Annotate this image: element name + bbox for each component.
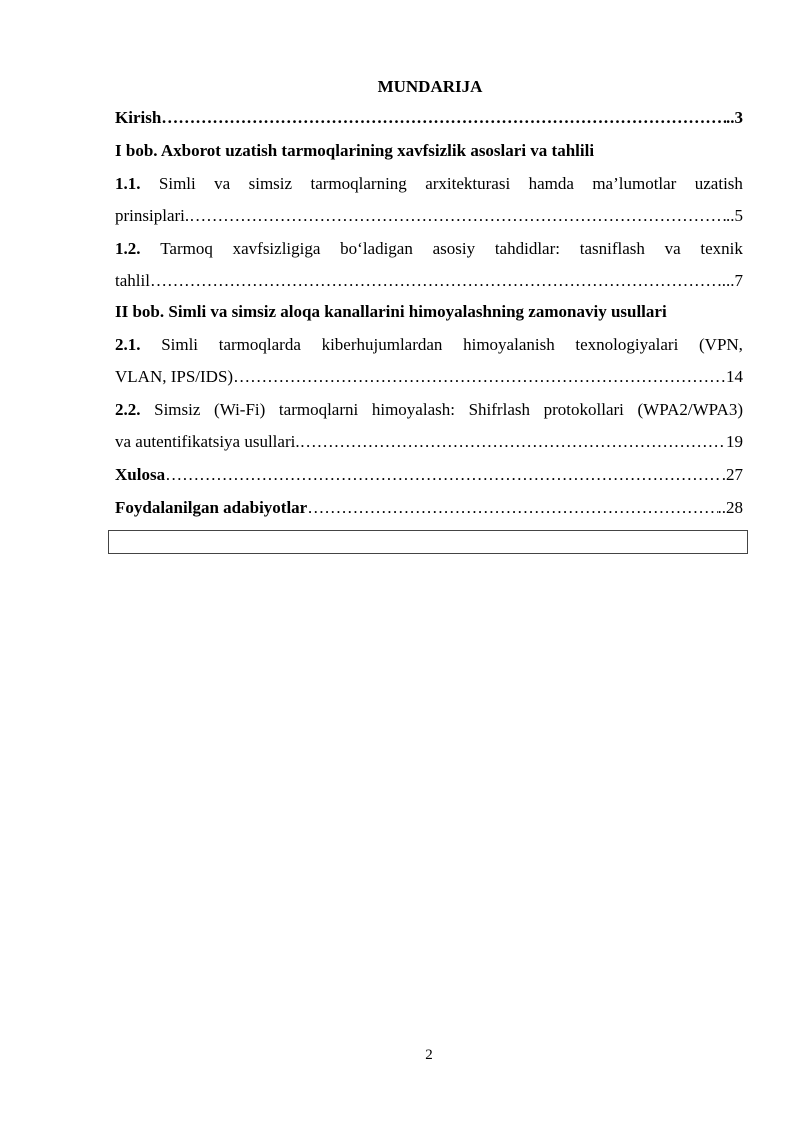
- dot-leader: [307, 498, 717, 518]
- toc-page-number: ...7: [721, 271, 743, 290]
- word: simsiz: [248, 174, 293, 193]
- toc-entry-adabiyotlar[interactable]: [115, 498, 743, 518]
- word: tarmoqlarni: [278, 400, 359, 419]
- toc-entry-2-2[interactable]: [115, 400, 743, 420]
- toc-entry-1-1[interactable]: [115, 174, 743, 194]
- word: himoyalash:: [371, 400, 455, 419]
- word: va: [664, 239, 681, 258]
- dot-leader: [300, 432, 726, 452]
- toc-page-number: 19: [726, 432, 743, 451]
- toc-page-number: ..28: [717, 498, 743, 517]
- toc-entry-1-2-continuation[interactable]: [115, 271, 743, 291]
- toc-entry-2-1-continuation[interactable]: [115, 367, 743, 387]
- word: asosiy: [432, 239, 476, 258]
- word: uzatish: [694, 174, 743, 193]
- word: ma’lumotlar: [592, 174, 677, 193]
- section-number: 2.2.: [115, 400, 141, 419]
- toc-entry-label: VLAN, IPS/IDS): [115, 367, 234, 386]
- section-number: 1.2.: [115, 239, 141, 258]
- dot-leader: [165, 465, 722, 485]
- section-number: 1.1.: [115, 174, 141, 193]
- word: tasniflash: [579, 239, 645, 258]
- dot-leader: [161, 108, 726, 128]
- word: texnik: [700, 239, 743, 258]
- toc-page-number: .27: [721, 465, 743, 484]
- word: Shifrlash: [468, 400, 530, 419]
- toc-entry-label: prinsiplari.: [115, 206, 190, 225]
- word: bo‘ladigan: [340, 239, 413, 258]
- dot-leader: [150, 271, 722, 291]
- toc-chapter-2[interactable]: II bob. Simli va simsiz aloqa kanallarini himoyalashning zamonaviy usullari: [115, 302, 667, 321]
- word: arxitekturasi: [425, 174, 511, 193]
- word: protokollari: [543, 400, 624, 419]
- word: texnologiyalari: [575, 335, 679, 354]
- word: Simli: [161, 335, 199, 354]
- toc-title: MUNDARIJA: [377, 77, 483, 96]
- toc-entry-1-1-continuation[interactable]: [115, 206, 743, 226]
- word: Simsiz: [154, 400, 201, 419]
- table-of-contents: [115, 108, 743, 518]
- word: Tarmoq: [160, 239, 213, 258]
- word: kiberhujumlardan: [321, 335, 443, 354]
- word: tarmoqlarning: [310, 174, 407, 193]
- toc-page-number: ..5: [726, 206, 743, 225]
- toc-page-number: ..3: [726, 108, 743, 127]
- section-number: 2.1.: [115, 335, 141, 354]
- toc-entry-label: Kirish: [115, 108, 162, 127]
- empty-text-box: [108, 530, 748, 554]
- word: Simli: [158, 174, 196, 193]
- word: (Wi-Fi): [214, 400, 266, 419]
- word: (WPA2/WPA3): [637, 400, 743, 419]
- dot-leader: [189, 206, 726, 226]
- page-number: 2: [425, 1047, 433, 1063]
- word: (VPN,: [699, 335, 743, 354]
- toc-entry-2-2-continuation[interactable]: [115, 432, 743, 452]
- word: tarmoqlarda: [218, 335, 301, 354]
- toc-entry-1-2[interactable]: [115, 239, 743, 259]
- toc-chapter-1[interactable]: I bob. Axborot uzatish tarmoqlarining xavfsizlik asoslari va tahlili: [115, 141, 595, 160]
- toc-entry-kirish[interactable]: [115, 108, 743, 128]
- toc-entry-xulosa[interactable]: [115, 465, 743, 485]
- toc-entry-label: va autentifikatsiya usullari.: [115, 432, 300, 451]
- word: xavfsizligiga: [232, 239, 321, 258]
- toc-page-number: 14: [726, 367, 743, 386]
- dot-leader: [233, 367, 726, 387]
- word: tahdidlar:: [494, 239, 560, 258]
- word: hamda: [528, 174, 574, 193]
- toc-entry-label: Foydalanilgan adabiyotlar: [115, 498, 308, 517]
- word: himoyalanish: [463, 335, 555, 354]
- toc-entry-2-1[interactable]: [115, 335, 743, 355]
- toc-entry-label: Xulosa: [115, 465, 166, 484]
- toc-entry-label: tahlil: [115, 271, 150, 290]
- word: va: [214, 174, 231, 193]
